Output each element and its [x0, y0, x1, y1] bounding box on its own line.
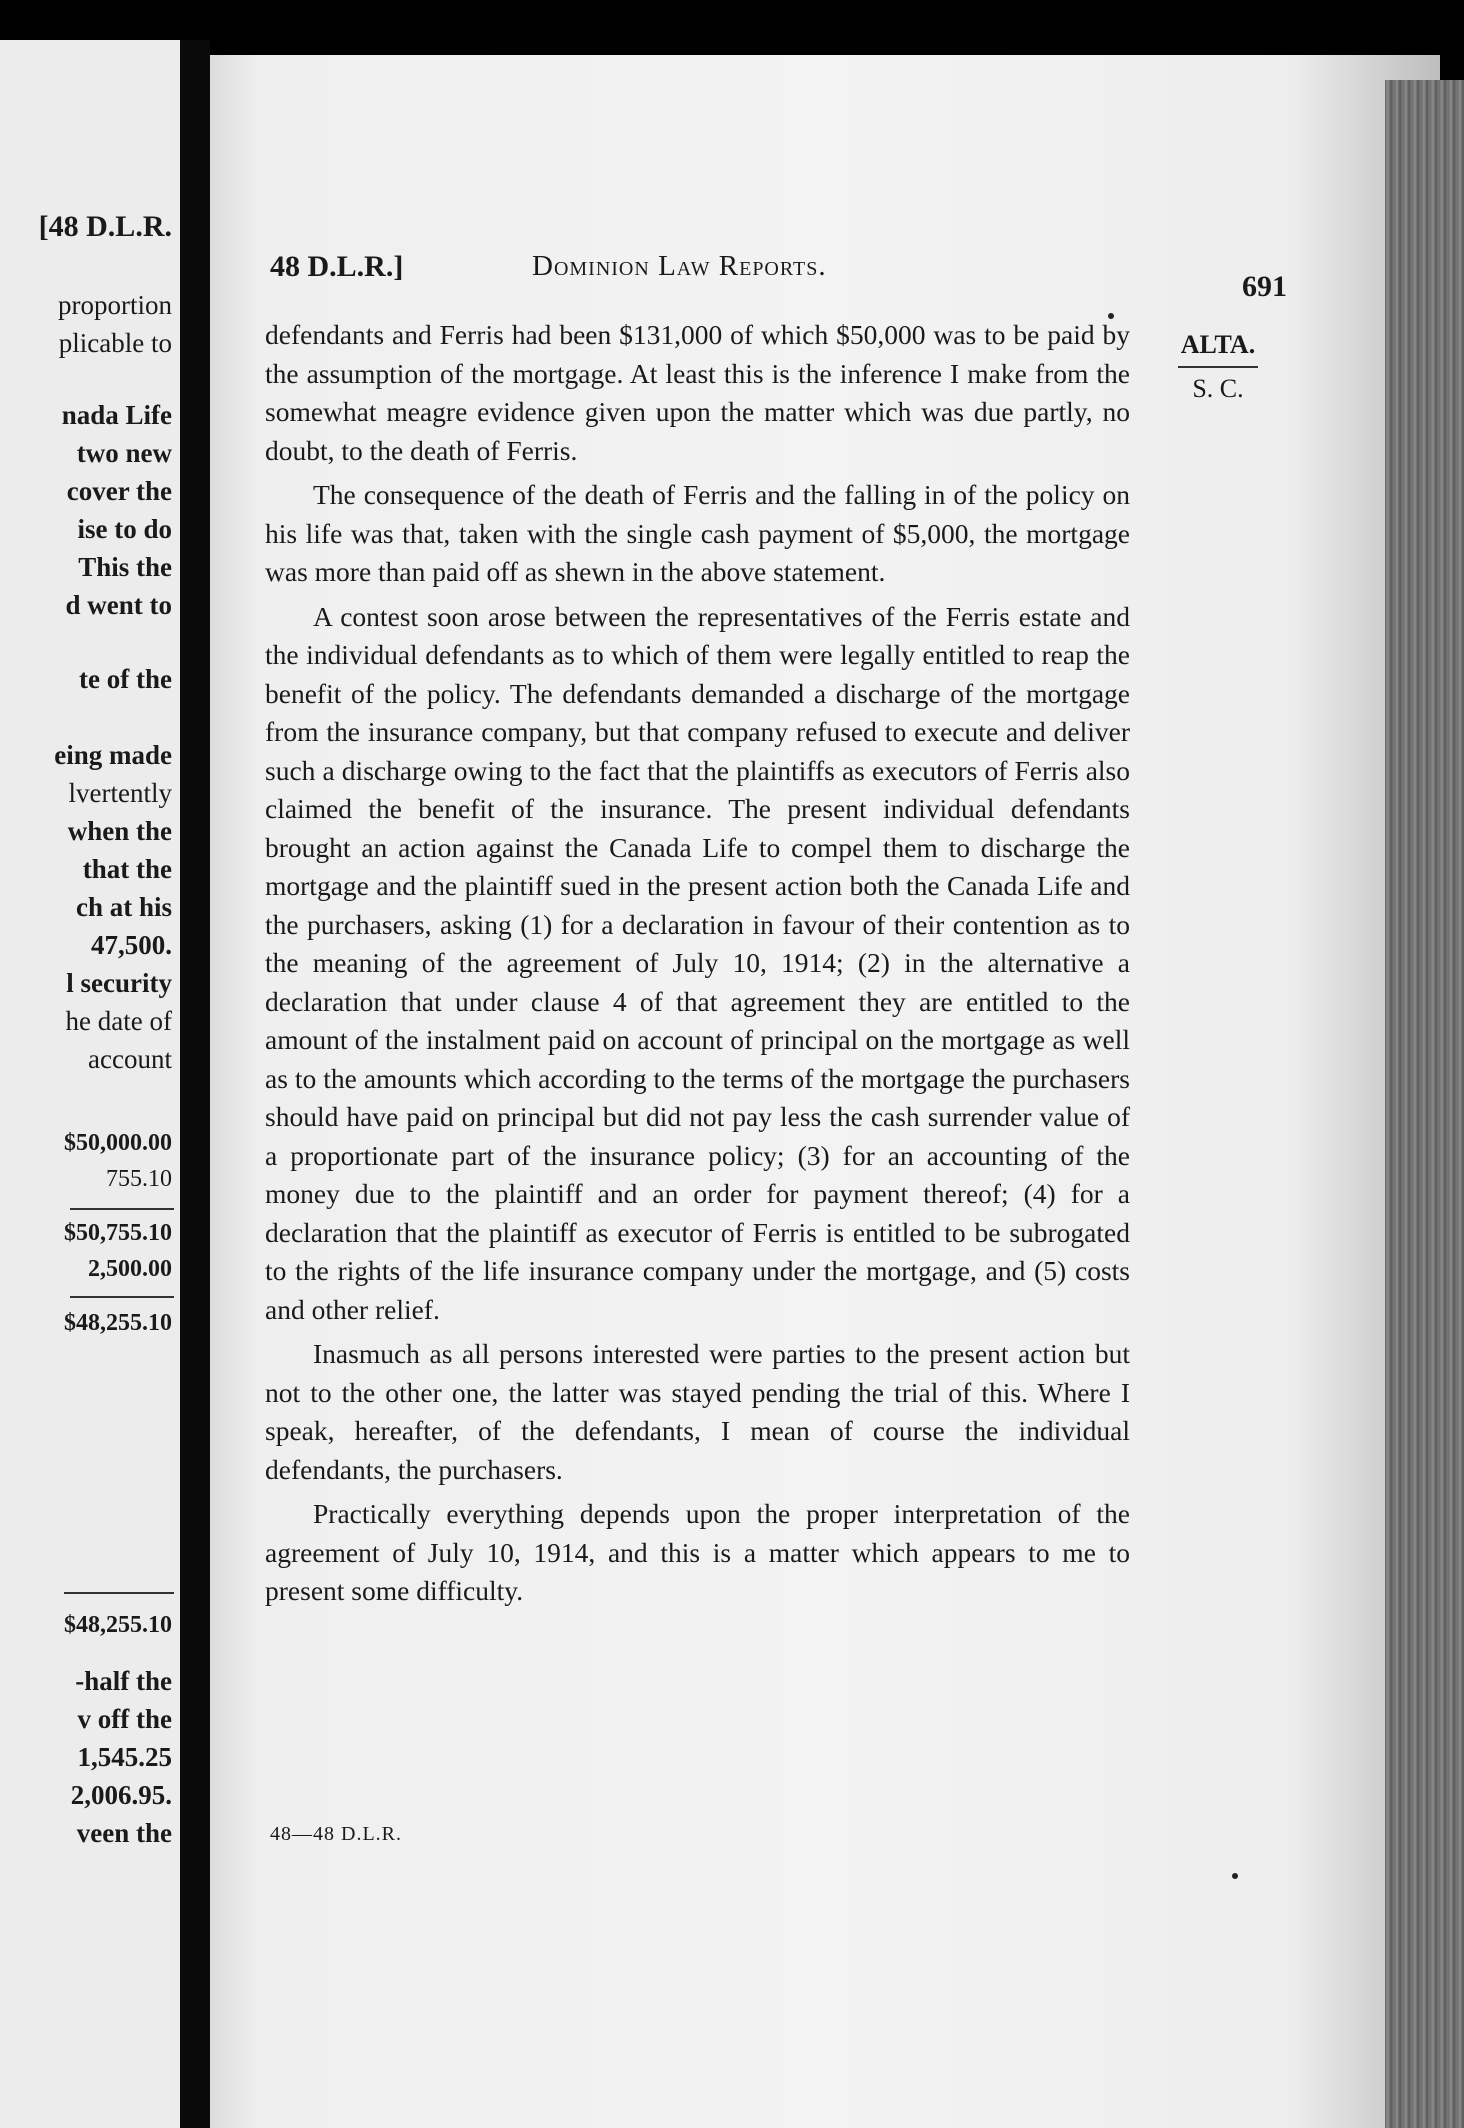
left-page-amount: $50,755.10 — [64, 1220, 172, 1246]
page-number: 691 — [1242, 270, 1287, 303]
left-page-line: two new — [76, 438, 172, 468]
volume-reference: 48 D.L.R.] — [270, 250, 404, 283]
running-header — [270, 250, 1287, 303]
paragraph: The consequence of the death of Ferris and the falling in of the policy on his life was that, taken with the single cash payment of $5,000, the mortgage was more than paid off as shewn in the above statement. — [265, 479, 1130, 587]
left-page-line: -half the — [75, 1666, 172, 1696]
paragraph: A contest soon arose between the representatives of the Ferris estate and the individual defendants as to which of them were legally entitled to reap the benefit of the policy. The defendants demanded a discharge of the mortgage from the insurance company, but that company refused to execute and deliver such a discharge owing to the fact that the plaintiffs as executors of Ferris also claimed the benefit of the insurance. The present individual defendants brought an action against the Canada Life to compel them to discharge the mortgage and the plaintiff sued in the present action both the Canada Life and the purchasers, asking (1) for a declaration in favour of their contention as to the meaning of the agreement of July 10, 1914; (2) in the alternative a declaration that under clause 4 of that agreement they are entitled to the amount of the instalment paid on account of principal on the mortgage as well as to the amounts which according to the terms of the mortgage the purchasers should have paid on principal but did not pay less the cash surrender value of a proportionate part of the insurance policy; (3) for an accounting of the money due to the plaintiff and an order for payment thereof; (4) for a declaration that the plaintiff as executor of Ferris is entitled to be subrogated to the rights of the life insurance company under the mortgage, and (5) costs and other relief. — [265, 600, 1130, 1325]
book-gutter — [180, 40, 210, 2128]
left-page-line: he date of — [65, 1006, 172, 1036]
left-page-line: l security — [66, 968, 172, 998]
court-margin-note — [1178, 330, 1258, 404]
sum-rule — [70, 1208, 174, 1210]
speck — [1232, 1873, 1238, 1879]
left-page-amount: 755.10 — [106, 1166, 172, 1192]
left-page-line: 47,500. — [91, 930, 172, 960]
body-text — [265, 316, 1130, 1617]
left-page-amount: 2,500.00 — [88, 1256, 172, 1282]
left-page-line: when the — [67, 816, 172, 846]
left-page-line: te of the — [79, 664, 172, 694]
left-page-line: plicable to — [58, 328, 172, 358]
report-title: Dominion Law Reports. — [532, 250, 827, 282]
left-page-amount: $50,000.00 — [64, 1130, 172, 1156]
paragraph: Practically everything depends upon the proper interpretation of the agreement of July 10, 1914, and this is a matter which appears to me to present some difficulty. — [265, 1498, 1130, 1606]
left-page-line: ch at his — [75, 892, 172, 922]
left-page-line: v off the — [77, 1704, 172, 1734]
court-province: ALTA. — [1178, 330, 1258, 368]
speck — [1108, 313, 1114, 319]
left-page-line: 2,006.95. — [70, 1780, 172, 1810]
left-page-amount: $48,255.10 — [64, 1310, 172, 1336]
left-page-line: veen the — [76, 1818, 172, 1848]
sum-rule — [70, 1296, 174, 1298]
paragraph: defendants and Ferris had been $131,000 of which $50,000 was to be paid by the assumption of the mortgage. At least this is the inference I make from the somewhat meagre evidence given upon the matter which was due partly, no doubt, to the death of Ferris. — [265, 319, 1130, 466]
left-page-line: proportion — [58, 290, 172, 320]
left-page-line: 1,545.25 — [77, 1742, 172, 1772]
left-page-header: [48 D.L.R. — [38, 210, 172, 243]
paragraph: Inasmuch as all persons interested were parties to the present action but not to the other one, the latter was stayed pending the trial of this. Where I speak, hereafter, of the defendants, I mean of course the individual defendants, the purchasers. — [265, 1338, 1130, 1485]
left-page-line: This the — [78, 552, 172, 582]
left-page-line: ise to do — [77, 514, 172, 544]
page-edge — [1385, 80, 1464, 2128]
left-page-fragment — [0, 40, 180, 2128]
left-page-line: that the — [82, 854, 172, 884]
signature-mark: 48—48 D.L.R. — [270, 1823, 402, 1845]
left-page-line: cover the — [66, 476, 172, 506]
left-page-line: account — [88, 1044, 172, 1074]
left-page-line: d went to — [65, 590, 172, 620]
sum-rule — [64, 1592, 174, 1594]
left-page-amount: $48,255.10 — [64, 1612, 172, 1638]
court-name: S. C. — [1192, 374, 1244, 403]
left-page-line: lvertently — [68, 778, 172, 808]
left-page-line: eing made — [54, 740, 172, 770]
left-page-line: nada Life — [61, 400, 172, 430]
